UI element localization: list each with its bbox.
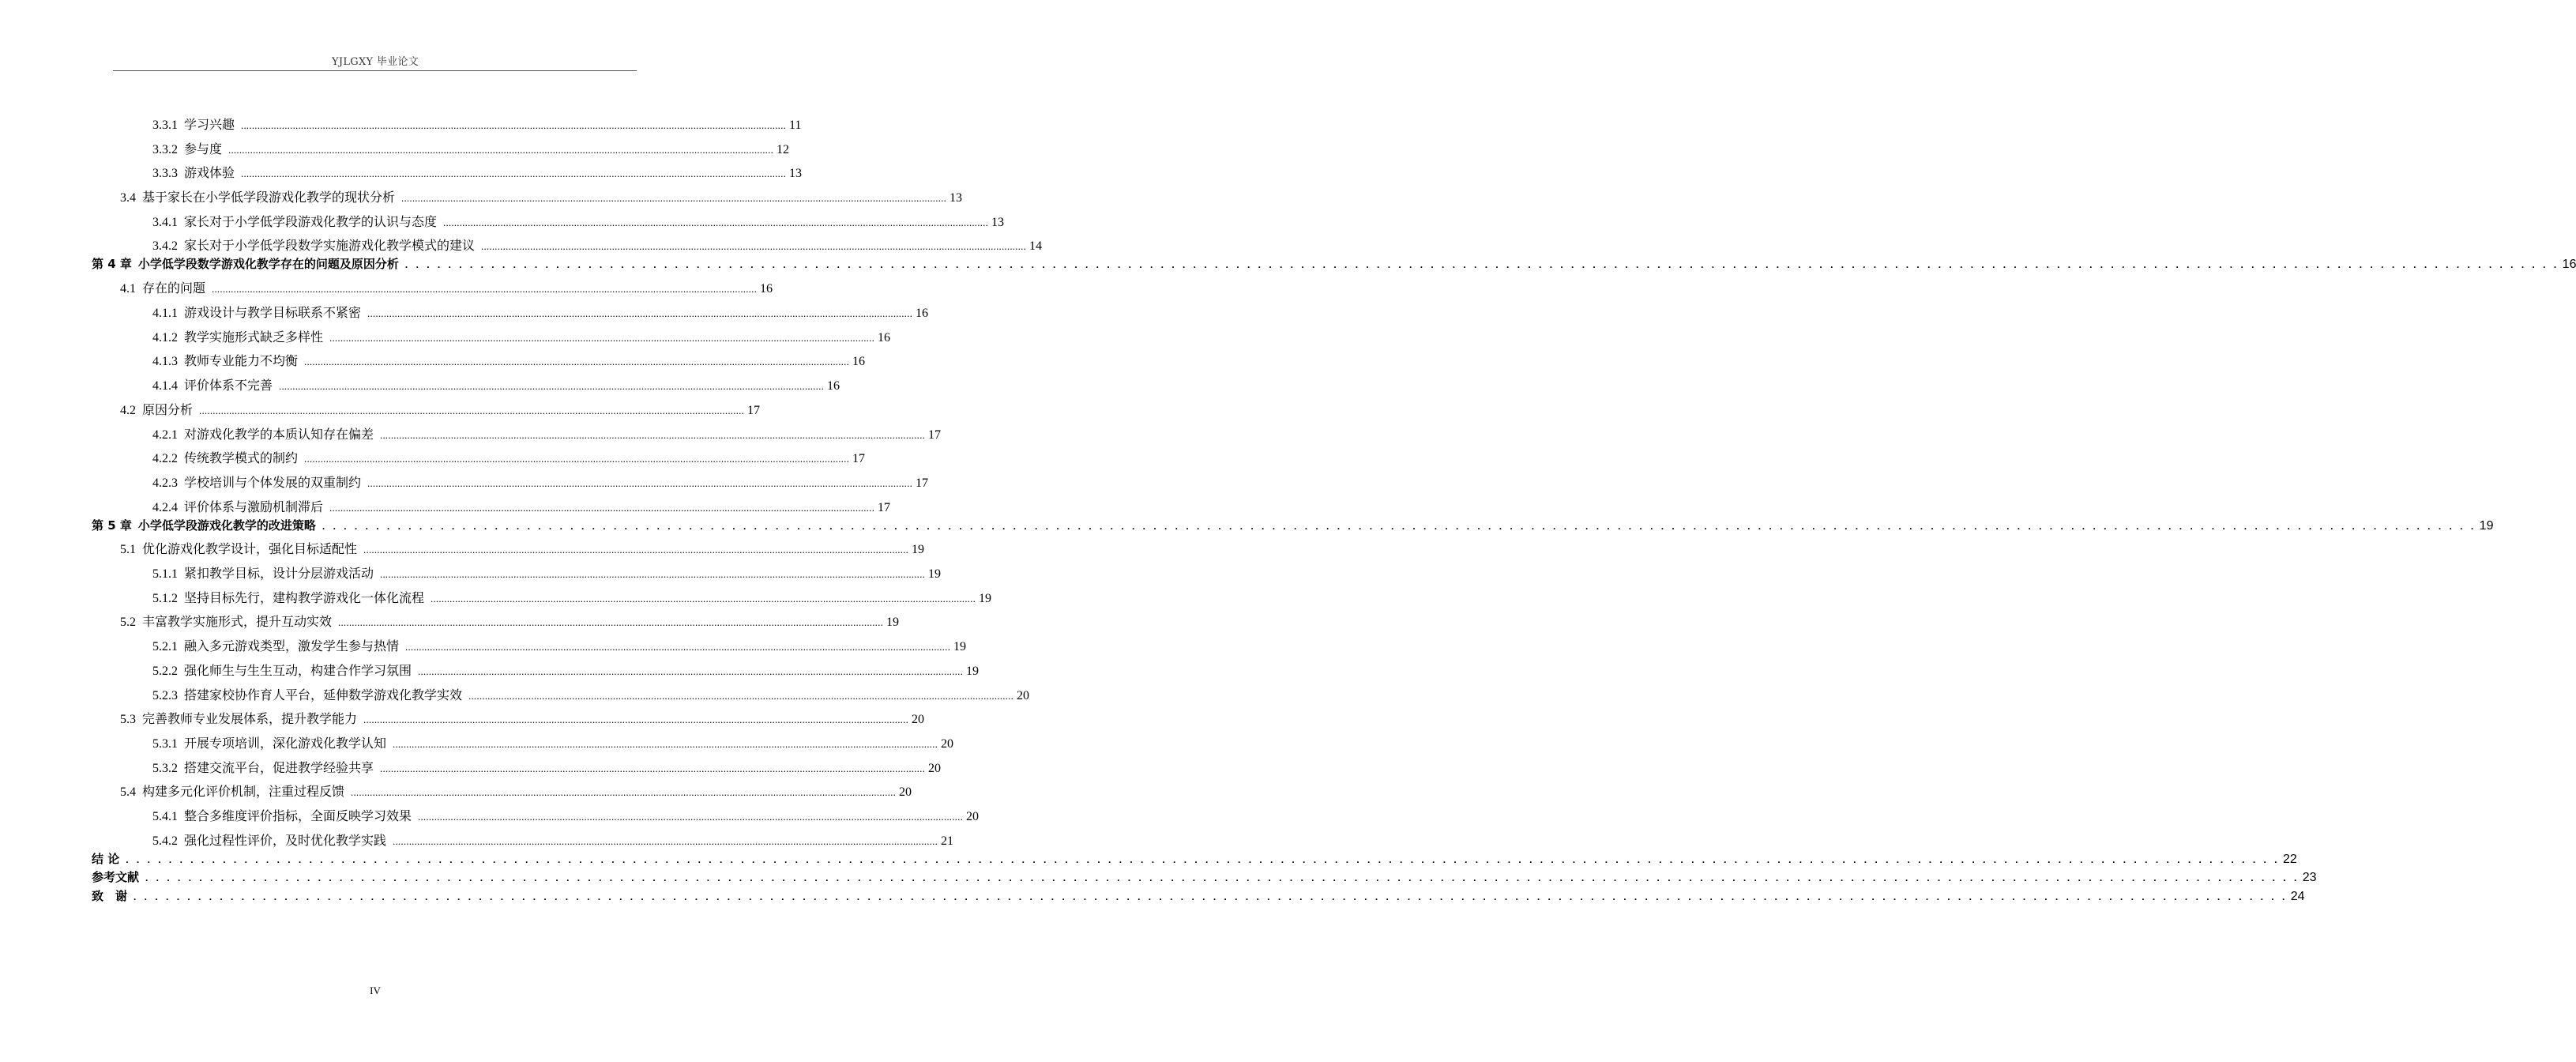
toc-entry-number: 4.2.4 xyxy=(152,501,178,514)
toc-entry-number: 3.3.2 xyxy=(152,143,178,156)
toc-entry-page: 19 xyxy=(979,592,992,605)
toc-entry-number: 5.3.1 xyxy=(152,737,178,751)
toc-entry-title: 传统教学模式的制约 xyxy=(184,450,299,465)
toc-entry-page: 19 xyxy=(953,640,967,653)
toc-leader-dots: ........................................................................................................................................................................................................ xyxy=(338,616,884,628)
toc-entry[interactable] xyxy=(152,165,803,181)
toc-entry[interactable] xyxy=(92,518,2494,533)
toc-entry-page: 16 xyxy=(916,307,929,320)
toc-entry[interactable] xyxy=(120,541,925,557)
toc-leader-dots: ........................................................................................................................................................................................................ xyxy=(351,786,897,798)
toc-leader-dots: ........................................................................................................................................................................................................ xyxy=(329,332,875,344)
toc-entry-page: 17 xyxy=(878,501,891,514)
toc-entry-number: 4.2 xyxy=(120,404,136,417)
toc-leader-dots: ........................................................................................................................................................................................................ xyxy=(468,690,1014,702)
toc-leader-dots: ........................................................................................................................................................................................................ xyxy=(199,405,745,416)
toc-entry[interactable] xyxy=(152,590,992,606)
toc-entry[interactable] xyxy=(152,214,1005,230)
toc-entry-title: 强化师生与生生互动，构建合作学习氛围 xyxy=(184,663,412,678)
toc-entry-number: 3.4 xyxy=(120,191,136,205)
toc-entry-title: 结 论 xyxy=(92,852,120,866)
toc-entry-number: 4.2.1 xyxy=(152,428,178,442)
toc-entry-page: 16 xyxy=(827,379,840,393)
toc-entry[interactable] xyxy=(152,475,929,491)
toc-entry[interactable] xyxy=(152,427,942,442)
toc-entry-number: 5.1 xyxy=(120,543,136,556)
toc-entry-page: 14 xyxy=(1029,239,1043,253)
toc-entry-number: 第 4 章 xyxy=(92,257,132,271)
toc-entry-page: 23 xyxy=(2302,871,2317,884)
toc-entry-title: 基于家长在小学低学段游戏化教学的现状分析 xyxy=(142,190,396,205)
toc-entry[interactable] xyxy=(152,833,954,849)
toc-entry-title: 参考文献 xyxy=(92,870,140,884)
toc-entry[interactable] xyxy=(152,330,891,345)
toc-leader-dots: ........................................................................................................................................................................................................ xyxy=(363,714,909,725)
toc-entry[interactable] xyxy=(152,808,980,824)
toc-entry-title: 教学实施形式缺乏多样性 xyxy=(184,330,324,345)
toc-entry-number: 5.2.2 xyxy=(152,665,178,678)
toc-entry-title: 评价体系与激励机制滞后 xyxy=(184,499,324,514)
toc-entry[interactable] xyxy=(120,614,900,630)
toc-entry-title: 家长对于小学低学段数学实施游戏化教学模式的建议 xyxy=(184,238,476,253)
toc-entry-page: 16 xyxy=(878,331,891,345)
toc-entry-title: 小学低学段数学游戏化教学存在的问题及原因分析 xyxy=(137,257,399,271)
toc-leader-dots: ........................................................................................................................................................................................................ xyxy=(279,380,825,392)
toc-entry-title: 评价体系不完善 xyxy=(184,378,273,393)
toc-leader-dots: ........................................................................................................................................................................................................ xyxy=(380,763,926,774)
toc-leader-dots: ........................................................................................................................................................................................................ xyxy=(401,192,947,204)
toc-leader-dots: ........................................................................................................................................................................................................ xyxy=(329,502,875,514)
toc-entry[interactable] xyxy=(92,256,2576,272)
toc-entry-page: 19 xyxy=(912,543,925,556)
toc-leader-dots: ........................................................................................................................................................................................................ xyxy=(212,283,758,295)
toc-leader-dots: ........................................................................................................................................................................................................ xyxy=(304,453,850,465)
toc-entry-page: 20 xyxy=(928,762,942,775)
toc-entry[interactable] xyxy=(152,117,802,133)
toc-leader-dots: ........................................................................................................................................................................................................ xyxy=(443,217,989,228)
toc-entry-title: 教师专业能力不均衡 xyxy=(184,353,299,368)
toc-entry-page: 16 xyxy=(852,355,866,368)
toc-entry[interactable] xyxy=(92,888,2305,904)
toc-entry[interactable] xyxy=(152,450,866,466)
toc-entry-number: 5.3.2 xyxy=(152,762,178,775)
toc-entry[interactable] xyxy=(152,305,929,321)
toc-entry-number: 3.4.1 xyxy=(152,216,178,229)
toc-leader-dots: ........................................................................................................................................................................................................ xyxy=(393,738,938,750)
toc-entry[interactable] xyxy=(152,663,980,679)
toc-entry-page: 13 xyxy=(950,191,963,205)
toc-entry-number: 5.2.3 xyxy=(152,689,178,702)
toc-entry-number: 5.4 xyxy=(120,785,136,799)
toc-leader-dots: ........................................................................................................................................................................................................ xyxy=(481,240,1027,252)
toc-entry-title: 坚持目标先行，建构教学游戏化一体化流程 xyxy=(184,590,425,605)
toc-entry[interactable] xyxy=(152,238,1043,254)
toc-entry-number: 4.1.1 xyxy=(152,307,178,320)
page-number: IV xyxy=(370,985,381,996)
toc-entry[interactable] xyxy=(120,711,925,727)
toc-leader-dots: ........................................................................................................................................................................................................ xyxy=(380,429,926,441)
toc-entry-number: 5.4.2 xyxy=(152,834,178,848)
toc-leader-dots: ........................................................................................................................................................................................................ xyxy=(405,641,951,653)
toc-entry-number: 4.2.2 xyxy=(152,452,178,465)
toc-entry-title: 搭建家校协作育人平台，延伸数学游戏化教学实效 xyxy=(184,687,463,702)
toc-entry-title: 搭建交流平台，促进教学经验共享 xyxy=(184,760,374,775)
toc-entry-page: 17 xyxy=(928,428,942,442)
toc-entry[interactable] xyxy=(152,378,840,394)
toc-entry-title: 致 谢 xyxy=(92,889,128,903)
toc-entry[interactable] xyxy=(152,760,942,776)
toc-entry-title: 参与度 xyxy=(184,141,223,156)
toc-entry-number: 4.1.4 xyxy=(152,379,178,393)
toc-entry-title: 构建多元化评价机制，注重过程反馈 xyxy=(142,784,345,799)
toc-entry[interactable] xyxy=(92,869,2317,885)
toc-entry-title: 对游戏化教学的本质认知存在偏差 xyxy=(184,427,374,442)
toc-entry-page: 22 xyxy=(2283,853,2297,866)
toc-entry-page: 13 xyxy=(789,167,803,180)
toc-entry-number: 5.3 xyxy=(120,713,136,726)
toc-entry[interactable] xyxy=(120,190,963,205)
toc-entry[interactable] xyxy=(120,281,773,296)
toc-entry-page: 19 xyxy=(928,567,942,581)
toc-entry-title: 存在的问题 xyxy=(142,281,206,296)
toc-entry[interactable] xyxy=(152,141,790,157)
toc-entry-title: 小学低学段游戏化教学的改进策略 xyxy=(137,518,316,533)
toc-leader-dots: . . . . . . . . . . . . . . . . . . . . . . . . . . . . . . . . . . . . . . . . . . . . . . . . . . . . . . . . . . . . . . . . . . . . . . . . . . . . . . . . . . . . . . . . . . . . . . . . . . . . . . . . . . . . . . . . . . . . . . . . . . . . . . . . . . . . . . . . . . . . . . . . . . . . . . . . . . . . . . . . . . . . . . . . . . . . . . . . . . . . . . . . . . . . . . . . . . . . . . . . xyxy=(126,854,2280,865)
toc-entry-page: 20 xyxy=(941,737,954,751)
toc-leader-dots: ........................................................................................................................................................................................................ xyxy=(418,811,964,823)
toc-entry-title: 学习兴趣 xyxy=(184,117,235,132)
toc-leader-dots: ........................................................................................................................................................................................................ xyxy=(393,835,938,847)
toc-entry-title: 开展专项培训，深化游戏化教学认知 xyxy=(184,736,387,751)
toc-entry[interactable] xyxy=(152,736,954,751)
toc-leader-dots: ........................................................................................................................................................................................................ xyxy=(418,665,964,677)
toc-leader-dots: ........................................................................................................................................................................................................ xyxy=(431,593,976,604)
toc-entry-title: 强化过程性评价，及时优化教学实践 xyxy=(184,833,387,848)
toc-entry-title: 学校培训与个体发展的双重制约 xyxy=(184,475,362,490)
toc-entry[interactable] xyxy=(120,784,912,800)
toc-entry-page: 13 xyxy=(991,216,1005,229)
toc-entry[interactable] xyxy=(152,353,866,369)
toc-entry-number: 5.2.1 xyxy=(152,640,178,653)
toc-entry-number: 5.2 xyxy=(120,616,136,629)
toc-entry-title: 家长对于小学低学段游戏化教学的认识与态度 xyxy=(184,214,438,229)
toc-entry[interactable] xyxy=(92,851,2297,867)
toc-entry-number: 4.1.2 xyxy=(152,331,178,345)
toc-entry[interactable] xyxy=(152,687,1030,703)
toc-entry[interactable] xyxy=(152,638,967,654)
toc-entry-number: 3.3.1 xyxy=(152,119,178,132)
toc-entry-number: 5.1.2 xyxy=(152,592,178,605)
toc-leader-dots: . . . . . . . . . . . . . . . . . . . . . . . . . . . . . . . . . . . . . . . . . . . . . . . . . . . . . . . . . . . . . . . . . . . . . . . . . . . . . . . . . . . . . . . . . . . . . . . . . . . . . . . . . . . . . . . . . . . . . . . . . . . . . . . . . . . . . . . . . . . . . . . . . . . . . . . . . . . . . . . . . . . . . . . . . . . . . . . . . . . . . . . . . . . . . . . . . . . . . . . . xyxy=(404,259,2559,270)
toc-entry-title: 整合多维度评价指标，全面反映学习效果 xyxy=(184,808,412,823)
toc-entry-title: 游戏体验 xyxy=(184,165,235,180)
toc-entry-title: 原因分析 xyxy=(142,402,194,417)
toc-entry-page: 16 xyxy=(760,282,773,296)
toc-leader-dots: ........................................................................................................................................................................................................ xyxy=(228,144,774,156)
toc-leader-dots: ........................................................................................................................................................................................................ xyxy=(367,477,913,489)
toc-entry[interactable] xyxy=(152,566,942,582)
toc-entry-page: 17 xyxy=(852,452,866,465)
toc-entry-page: 19 xyxy=(2479,519,2494,533)
toc-entry-page: 11 xyxy=(789,119,802,132)
toc-entry-title: 优化游戏化教学设计，强化目标适配性 xyxy=(142,541,358,556)
toc-entry-number: 3.4.2 xyxy=(152,239,178,253)
toc-entry-title: 游戏设计与教学目标联系不紧密 xyxy=(184,305,362,320)
toc-entry-number: 3.3.3 xyxy=(152,167,178,180)
toc-leader-dots: ........................................................................................................................................................................................................ xyxy=(380,568,926,580)
toc-entry-page: 19 xyxy=(966,665,980,678)
toc-leader-dots: ........................................................................................................................................................................................................ xyxy=(304,356,850,367)
toc-leader-dots: . . . . . . . . . . . . . . . . . . . . . . . . . . . . . . . . . . . . . . . . . . . . . . . . . . . . . . . . . . . . . . . . . . . . . . . . . . . . . . . . . . . . . . . . . . . . . . . . . . . . . . . . . . . . . . . . . . . . . . . . . . . . . . . . . . . . . . . . . . . . . . . . . . . . . . . . . . . . . . . . . . . . . . . . . . . . . . . . . . . . . . . . . . . . . . . . . . . . . . . . xyxy=(322,521,2476,532)
toc-entry-page: 20 xyxy=(899,785,912,799)
toc-entry[interactable] xyxy=(120,402,761,418)
toc-entry-page: 20 xyxy=(966,810,980,823)
toc-leader-dots: ........................................................................................................................................................................................................ xyxy=(241,119,787,131)
toc-entry-page: 17 xyxy=(747,404,761,417)
toc-entry-number: 5.4.1 xyxy=(152,810,178,823)
toc-entry-number: 5.1.1 xyxy=(152,567,178,581)
page-header: YJLGXY 毕业论文 xyxy=(331,56,419,68)
toc-entry[interactable] xyxy=(152,499,891,515)
toc-entry-page: 19 xyxy=(886,616,900,629)
toc-entry-title: 丰富教学实施形式，提升互动实效 xyxy=(142,614,333,629)
toc-entry-page: 12 xyxy=(777,143,790,156)
toc-entry-number: 第 5 章 xyxy=(92,518,132,533)
toc-entry-page: 20 xyxy=(1017,689,1030,702)
toc-leader-dots: ........................................................................................................................................................................................................ xyxy=(367,307,913,319)
toc-entry-title: 融入多元游戏类型，激发学生参与热情 xyxy=(184,638,400,653)
toc-leader-dots: . . . . . . . . . . . . . . . . . . . . . . . . . . . . . . . . . . . . . . . . . . . . . . . . . . . . . . . . . . . . . . . . . . . . . . . . . . . . . . . . . . . . . . . . . . . . . . . . . . . . . . . . . . . . . . . . . . . . . . . . . . . . . . . . . . . . . . . . . . . . . . . . . . . . . . . . . . . . . . . . . . . . . . . . . . . . . . . . . . . . . . . . . . . . . . . . . . . . . . . . xyxy=(145,872,2300,883)
toc-entry-number: 4.1.3 xyxy=(152,355,178,368)
toc-entry-page: 21 xyxy=(941,834,954,848)
toc-entry-page: 17 xyxy=(916,476,929,490)
toc-entry-page: 16 xyxy=(2562,258,2576,271)
toc-leader-dots: . . . . . . . . . . . . . . . . . . . . . . . . . . . . . . . . . . . . . . . . . . . . . . . . . . . . . . . . . . . . . . . . . . . . . . . . . . . . . . . . . . . . . . . . . . . . . . . . . . . . . . . . . . . . . . . . . . . . . . . . . . . . . . . . . . . . . . . . . . . . . . . . . . . . . . . . . . . . . . . . . . . . . . . . . . . . . . . . . . . . . . . . . . . . . . . . . . . . . . . . xyxy=(134,891,2288,902)
toc-leader-dots: ........................................................................................................................................................................................................ xyxy=(363,544,909,555)
toc-entry-page: 24 xyxy=(2290,890,2305,903)
toc-entry-page: 20 xyxy=(912,713,925,726)
toc-entry-number: 4.1 xyxy=(120,282,136,296)
toc-entry-title: 紧扣教学目标，设计分层游戏活动 xyxy=(184,566,374,581)
toc-entry-title: 完善教师专业发展体系，提升教学能力 xyxy=(142,711,358,726)
toc-leader-dots: ........................................................................................................................................................................................................ xyxy=(241,168,787,179)
toc-entry-number: 4.2.3 xyxy=(152,476,178,490)
